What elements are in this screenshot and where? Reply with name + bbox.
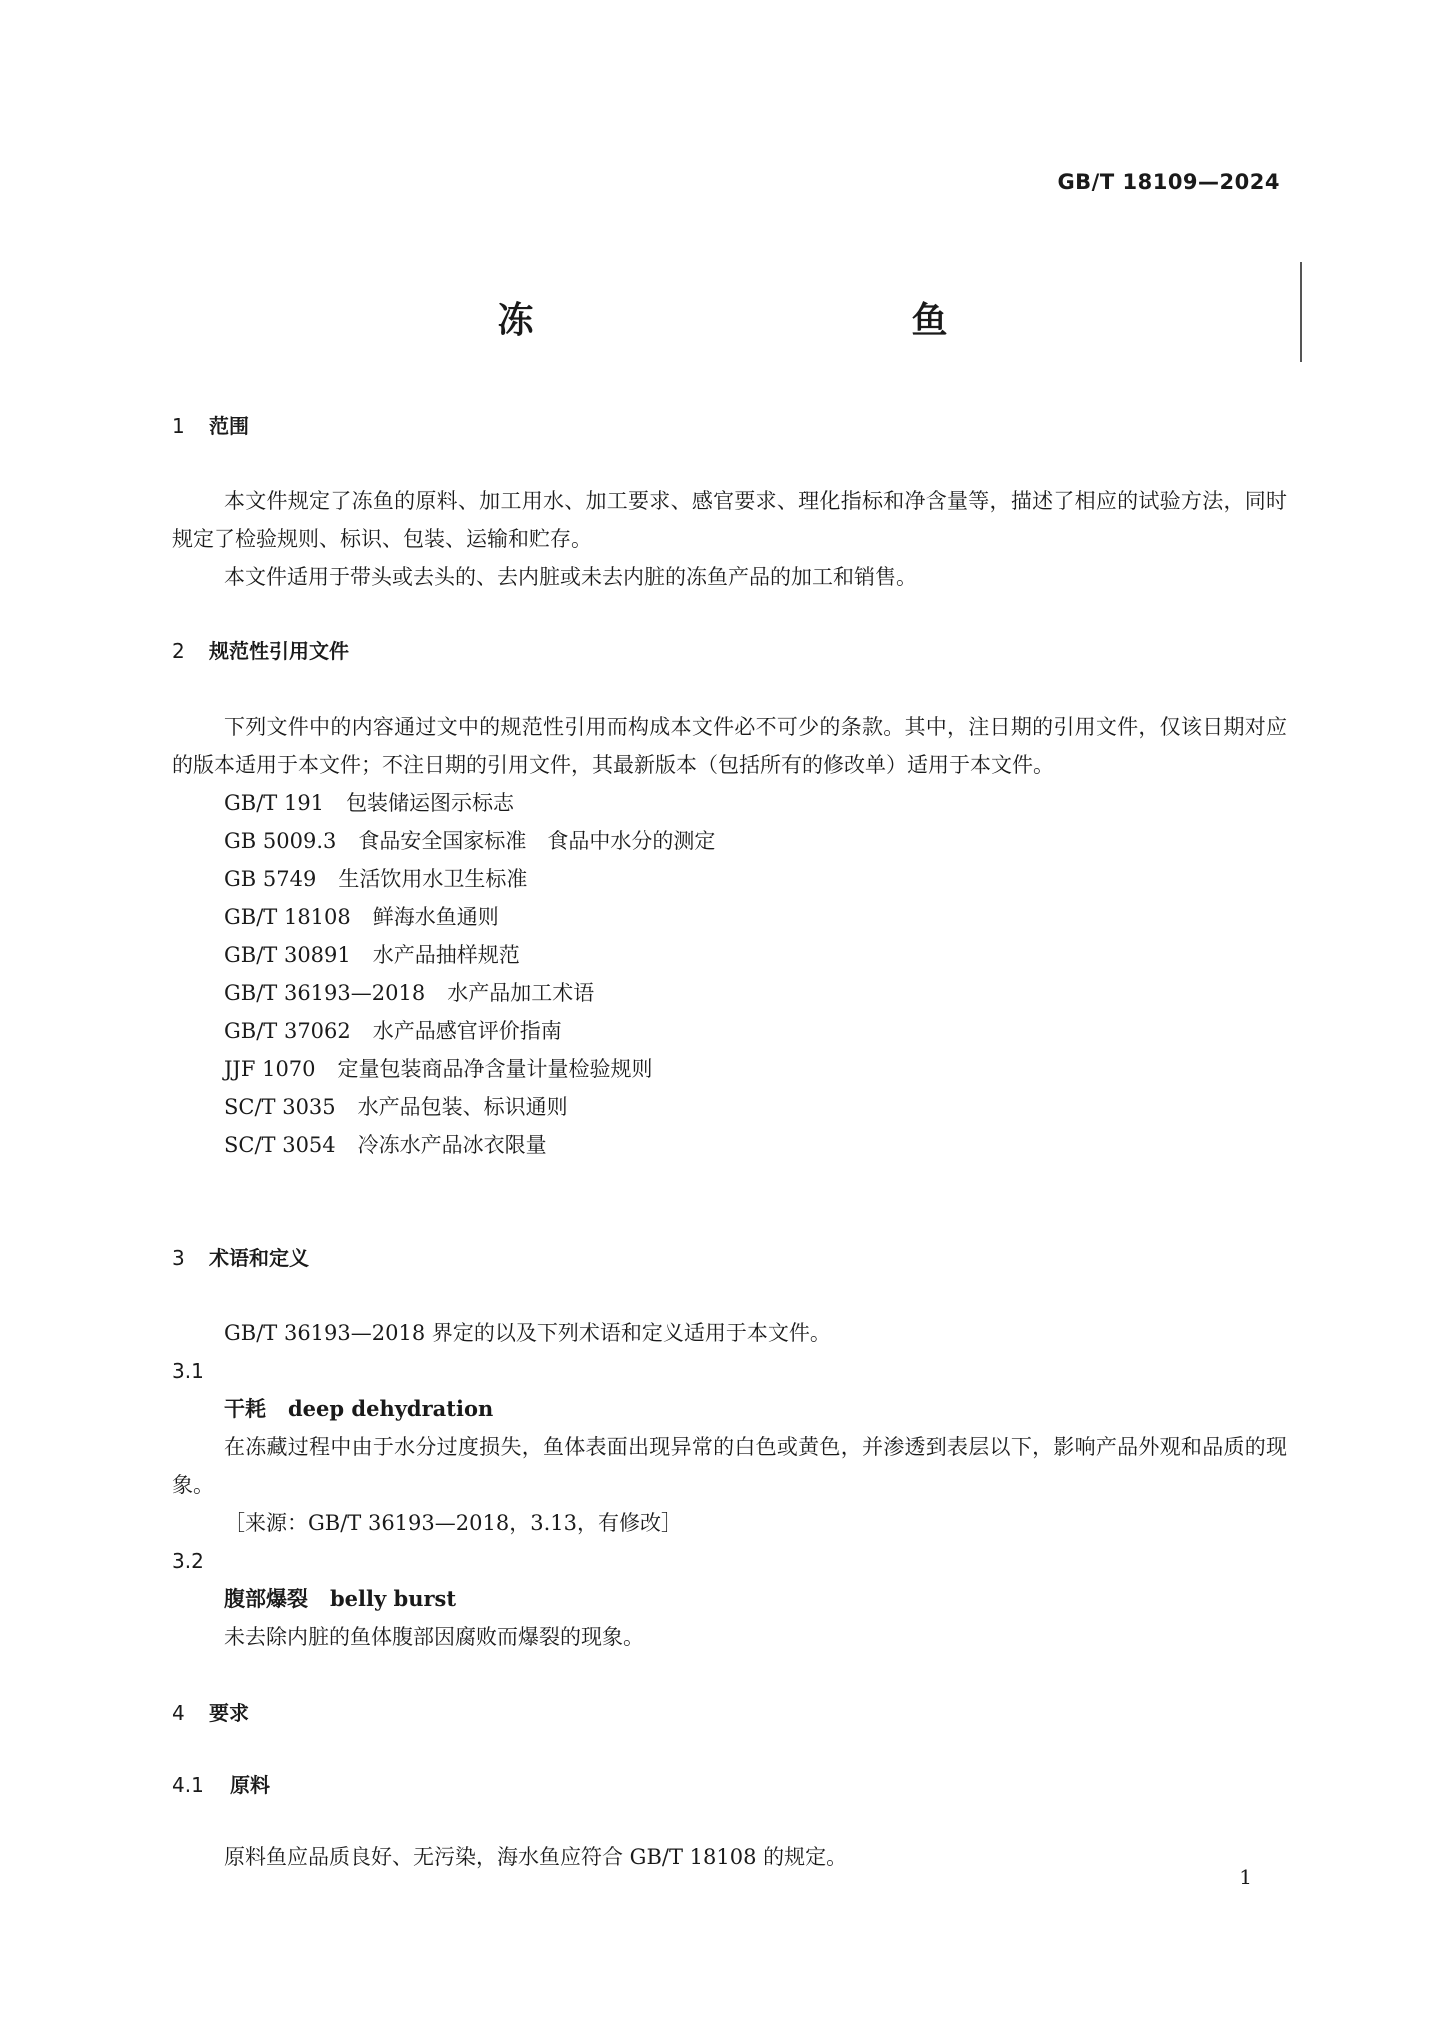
reference-title: 冷冻水产品冰衣限量 [357, 1133, 547, 1157]
term-number: 3.2 [172, 1549, 204, 1573]
section-number: 3 [172, 1246, 185, 1270]
reference-code: JJF 1070 [224, 1057, 316, 1081]
section-1-heading [172, 411, 1287, 441]
reference-item [172, 898, 1287, 936]
term-en: deep dehydration [288, 1396, 494, 1421]
normative-reference-list [172, 784, 1287, 1164]
paragraph: 原料鱼应品质良好、无污染，海水鱼应符合 GB/T 18108 的规定。 [224, 1845, 848, 1869]
reference-code: SC/T 3035 [224, 1095, 336, 1119]
subsection-4-1-heading [172, 1770, 1287, 1800]
term-source: ［来源：GB/T 36193—2018，3.13，有修改］ [224, 1511, 682, 1535]
reference-code: GB/T 37062 [224, 1019, 351, 1043]
section-title: 范围 [209, 414, 249, 438]
reference-code: GB 5009.3 [224, 829, 337, 853]
reference-title: 水产品感官评价指南 [372, 1019, 562, 1043]
section-1-body [172, 482, 1287, 596]
page-number: 1 [1239, 1865, 1252, 1889]
section-3-heading [172, 1243, 1287, 1273]
reference-item [172, 936, 1287, 974]
paragraph: 本文件适用于带头或去头的、去内脏或未去内脏的冻鱼产品的加工和销售。 [224, 565, 917, 589]
reference-item [172, 860, 1287, 898]
reference-code: GB 5749 [224, 867, 317, 891]
subsection-title: 原料 [230, 1773, 270, 1797]
reference-item [172, 1088, 1287, 1126]
term-entry [172, 1390, 1287, 1428]
reference-title: 水产品包装、标识通则 [357, 1095, 568, 1119]
reference-item [172, 822, 1287, 860]
reference-item [172, 974, 1287, 1012]
term-number: 3.1 [172, 1359, 204, 1383]
reference-code: GB/T 18108 [224, 905, 351, 929]
reference-title: 包装储运图示标志 [346, 791, 515, 815]
document-title: 冻 鱼 [497, 300, 1050, 341]
reference-item [172, 1012, 1287, 1050]
reference-title: 水产品加工术语 [447, 981, 595, 1005]
term-definition: 在冻藏过程中由于水分过度损失，鱼体表面出现异常的白色或黄色，并渗透到表层以下，影响产品外观和品质的现象。 [172, 1435, 1287, 1497]
paragraph: 下列文件中的内容通过文中的规范性引用而构成本文件必不可少的条款。其中，注日期的引用文件，仅该日期对应的版本适用于本文件；不注日期的引用文件，其最新版本（包括所有的修改单）适用于本文件。 [172, 715, 1287, 777]
subsection-number: 4.1 [172, 1773, 204, 1797]
section-title: 术语和定义 [209, 1246, 309, 1270]
paragraph: 本文件规定了冻鱼的原料、加工用水、加工要求、感官要求、理化指标和净含量等，描述了相应的试验方法，同时规定了检验规则、标识、包装、运输和贮存。 [172, 489, 1287, 551]
reference-title: 生活饮用水卫生标准 [338, 867, 528, 891]
reference-item [172, 1126, 1287, 1164]
standard-code: GB/T 18109—2024 [1057, 170, 1280, 194]
paragraph: GB/T 36193—2018 界定的以及下列术语和定义适用于本文件。 [224, 1321, 831, 1345]
reference-code: SC/T 3054 [224, 1133, 336, 1157]
reference-item [172, 1050, 1287, 1088]
reference-title: 水产品抽样规范 [372, 943, 520, 967]
reference-code: GB/T 36193—2018 [224, 981, 426, 1005]
term-zh: 腹部爆裂 [224, 1587, 308, 1611]
term-definition: 未去除内脏的鱼体腹部因腐败而爆裂的现象。 [224, 1625, 644, 1649]
section-3-body [172, 1314, 1287, 1656]
reference-title: 食品安全国家标准 食品中水分的测定 [358, 829, 716, 853]
term-en: belly burst [330, 1586, 457, 1611]
section-4-heading [172, 1698, 1287, 1728]
subsection-4-1-body [172, 1838, 1287, 1876]
section-2-heading [172, 636, 1287, 666]
section-number: 1 [172, 414, 185, 438]
section-title: 规范性引用文件 [209, 639, 349, 663]
term-entry [172, 1580, 1287, 1618]
reference-item [172, 784, 1287, 822]
reference-code: GB/T 30891 [224, 943, 351, 967]
section-2-body [172, 708, 1287, 1164]
section-number: 2 [172, 639, 185, 663]
section-number: 4 [172, 1701, 185, 1725]
reference-title: 鲜海水鱼通则 [372, 905, 499, 929]
reference-code: GB/T 191 [224, 791, 325, 815]
reference-title: 定量包装商品净含量计量检验规则 [337, 1057, 653, 1081]
section-title: 要求 [209, 1701, 249, 1725]
term-zh: 干耗 [224, 1397, 266, 1421]
